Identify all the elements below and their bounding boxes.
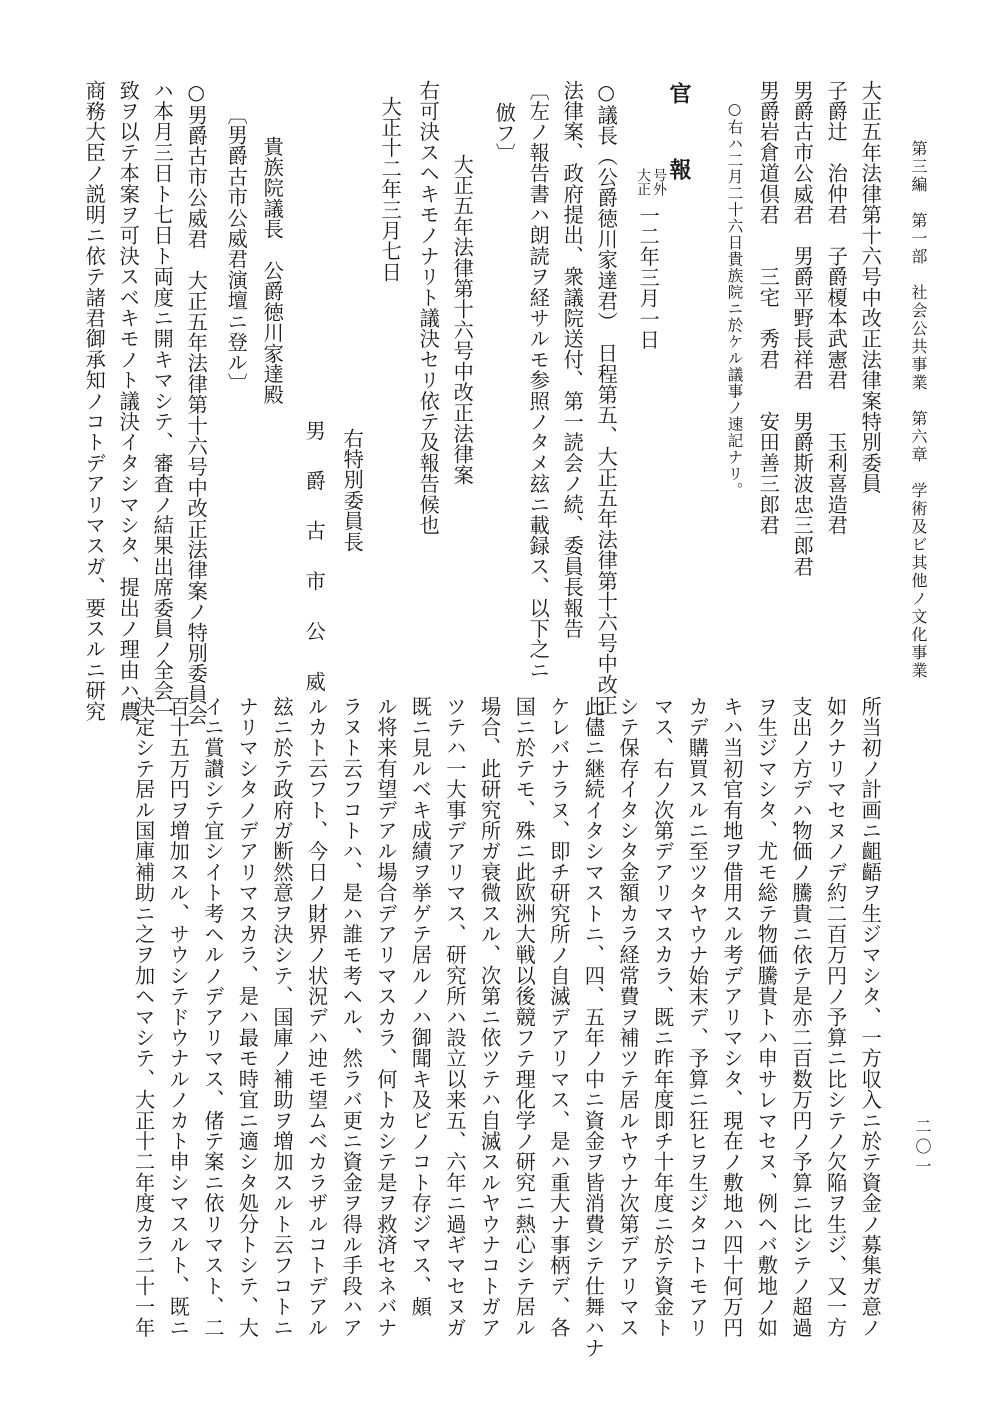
- gazette-date: 一二年三月一日: [636, 205, 661, 350]
- body-column: 所当初ノ計画ニ齟齬ヲ生ジマシタ、一方収入ニ於テ資金ノ募集ガ意ノ: [858, 696, 883, 1338]
- body-column: キハ当初官有地ヲ借用スル考デアリマシタ、現在ノ敷地ハ四十何万円: [719, 696, 744, 1338]
- body-column: マス、右ノ次第デアリマスカラ、既ニ昨年度即チ十年度ニ於テ資金ト: [650, 696, 675, 1338]
- page-number: 二〇一: [913, 1118, 932, 1178]
- speech-line-2: ハ本月三日ト七日ト両度ニ開キマシテ、審査ノ結果出席委員ノ全会一: [150, 80, 175, 722]
- member-row-1: 子爵辻 治仲君 子爵榎本武憲君 玉利喜造君: [824, 80, 849, 536]
- gazette-issue-a: 号外: [651, 168, 667, 196]
- running-head: 第三編 第一部 社会公共事業 第六章 学術及ビ其他ノ文化事業: [909, 140, 928, 680]
- body-column: 此儘ニ継続イタシマストニ、四、五年ノ中ニ資金ヲ皆消費シテ仕舞ハナ: [581, 696, 606, 1359]
- body-column: ヲ生ジマシタ、尤モ総テ物価騰貴トハ申サレマセヌ、例ヘバ敷地ノ如: [754, 696, 779, 1338]
- report-body: 右可決スヘキモノナリト議決セリ依テ及報告候也: [416, 80, 441, 536]
- body-column: 支出ノ方デハ物価ノ騰貴ニ依テ是亦二百数万円ノ予算ニ比シテノ超過: [789, 696, 813, 1338]
- body-column: ルカト云フト、今日ノ財界ノ状況デハ迚モ望ムベカラザルコトデアル: [304, 696, 329, 1338]
- addressee: 貴族院議長 公爵徳川家達殿: [260, 136, 285, 406]
- body-column: 既ニ見ルベキ成績ヲ挙ゲテ居ルノハ御聞キ及ビノコト存ジマス、頗: [408, 696, 433, 1317]
- stage-direction: 〔男爵古市公威君演壇ニ登ル〕: [224, 104, 249, 394]
- body-column: カデ購買スルニ至ツタヤウナ始末デ、予算ニ狂ヒヲ生ジタコトモアリ: [685, 696, 710, 1338]
- bracket-note: 〔左ノ報告書ハ朗読ヲ経サルモ参照ノタメ玆ニ載録ス、以下之ニ: [526, 80, 551, 681]
- body-column: 玆ニ於テ政府ガ断然意ヲ決シテ、国庫ノ補助ヲ増加スルト云フコトニ: [270, 696, 294, 1338]
- body-column: 如クナリマセヌノデ約二百万円ノ予算ニ比シテノ欠陥ヲ生ジ、又一方: [823, 696, 848, 1338]
- body-column: ケレバナラヌ、即チ研究所ノ自滅デアリマス、是ハ重大ナ事柄デ、各: [546, 696, 571, 1338]
- speech-line-1: ○男爵古市公威君 大正五年法律第十六号中改正法律案ノ特別委員会: [184, 80, 209, 726]
- body-column: ツテハ一大事デアリマス、研究所ハ設立以来五、六年ニ過ギマセヌガ: [443, 696, 467, 1338]
- body-column: イニ賞讃シテ宜シイト考ヘルノデアリマス、偖テ案ニ依リマスト、二: [200, 696, 225, 1338]
- body-column: 決定シテ居ル国庫補助ニ之ヲ加ヘマシテ、大正十二年度カラ二十一年: [131, 696, 156, 1338]
- session-note: ○右ハ二月二十六日貴族院ニ於ケル議事ノ速記ナリ。: [725, 100, 744, 499]
- speech-line-3: 致ヲ以テ本案ヲ可決スベキモノト議決イタシマシタ、提出ノ理由ハ農: [116, 80, 141, 722]
- chair-statement-cont: 法律案、政府提出、衆議院送付、第一読会ノ続、委員長報告: [560, 80, 585, 639]
- report-signer-title: 右特別委員長: [340, 428, 365, 553]
- body-column: 場合、此研究所ガ衰微スル、次第ニ依ツテハ自滅スルヤウナコトガア: [477, 696, 502, 1338]
- committee-title: 大正五年法律第十六号中改正法律案特別委員: [858, 80, 883, 494]
- body-column: シテ保存イタシタ金額カラ経常費ヲ補ツテ居ルヤウナ次第デアリマス: [616, 696, 640, 1338]
- body-column: ラヌト云フコトハ、是ハ誰モ考ヘル、然ラバ更ニ資金ヲ得ル手段ハア: [339, 696, 364, 1338]
- speech-line-4: 商務大臣ノ説明ニ依テ諸君御承知ノコトデアリマスガ、要スルニ研究: [82, 80, 107, 722]
- report-subject: 大正五年法律第十六号中改正法律案: [450, 154, 475, 486]
- bracket-note-cont: 倣フ〕: [492, 102, 517, 165]
- body-column: 国ニ於テモ、殊ニ此欧洲大戦以後競フテ理化学ノ研究ニ熱心シテ居ル: [512, 696, 537, 1338]
- report-date: 大正十二年三月七日: [378, 96, 403, 283]
- body-column: ル将来有望デアル場合デアリマスカラ、何トカシテ是ヲ救済セネバナ: [373, 696, 398, 1338]
- gazette-issue-b: 大正: [635, 168, 651, 196]
- report-signer-name: 男爵古市公威: [302, 420, 327, 722]
- member-row-2: 男爵古市公威君 男爵平野長祥君 男爵斯波忠三郎君: [790, 80, 815, 577]
- member-row-3: 男爵岩倉道倶君 三宅 秀君 安田善三郎君: [756, 80, 781, 536]
- gazette-title: 官 報: [666, 82, 692, 196]
- chair-statement: ○議長（公爵徳川家達君） 日程第五、大正五年法律第十六号中改正: [594, 80, 619, 716]
- body-column: ナリマシタノデアリマスカラ、是ハ最モ時宜ニ適シタ処分トシテ、大: [235, 696, 260, 1338]
- body-column: 百十五万円ヲ増加スル、サウシテドウナルノカト申シマスルト、既ニ: [166, 696, 191, 1338]
